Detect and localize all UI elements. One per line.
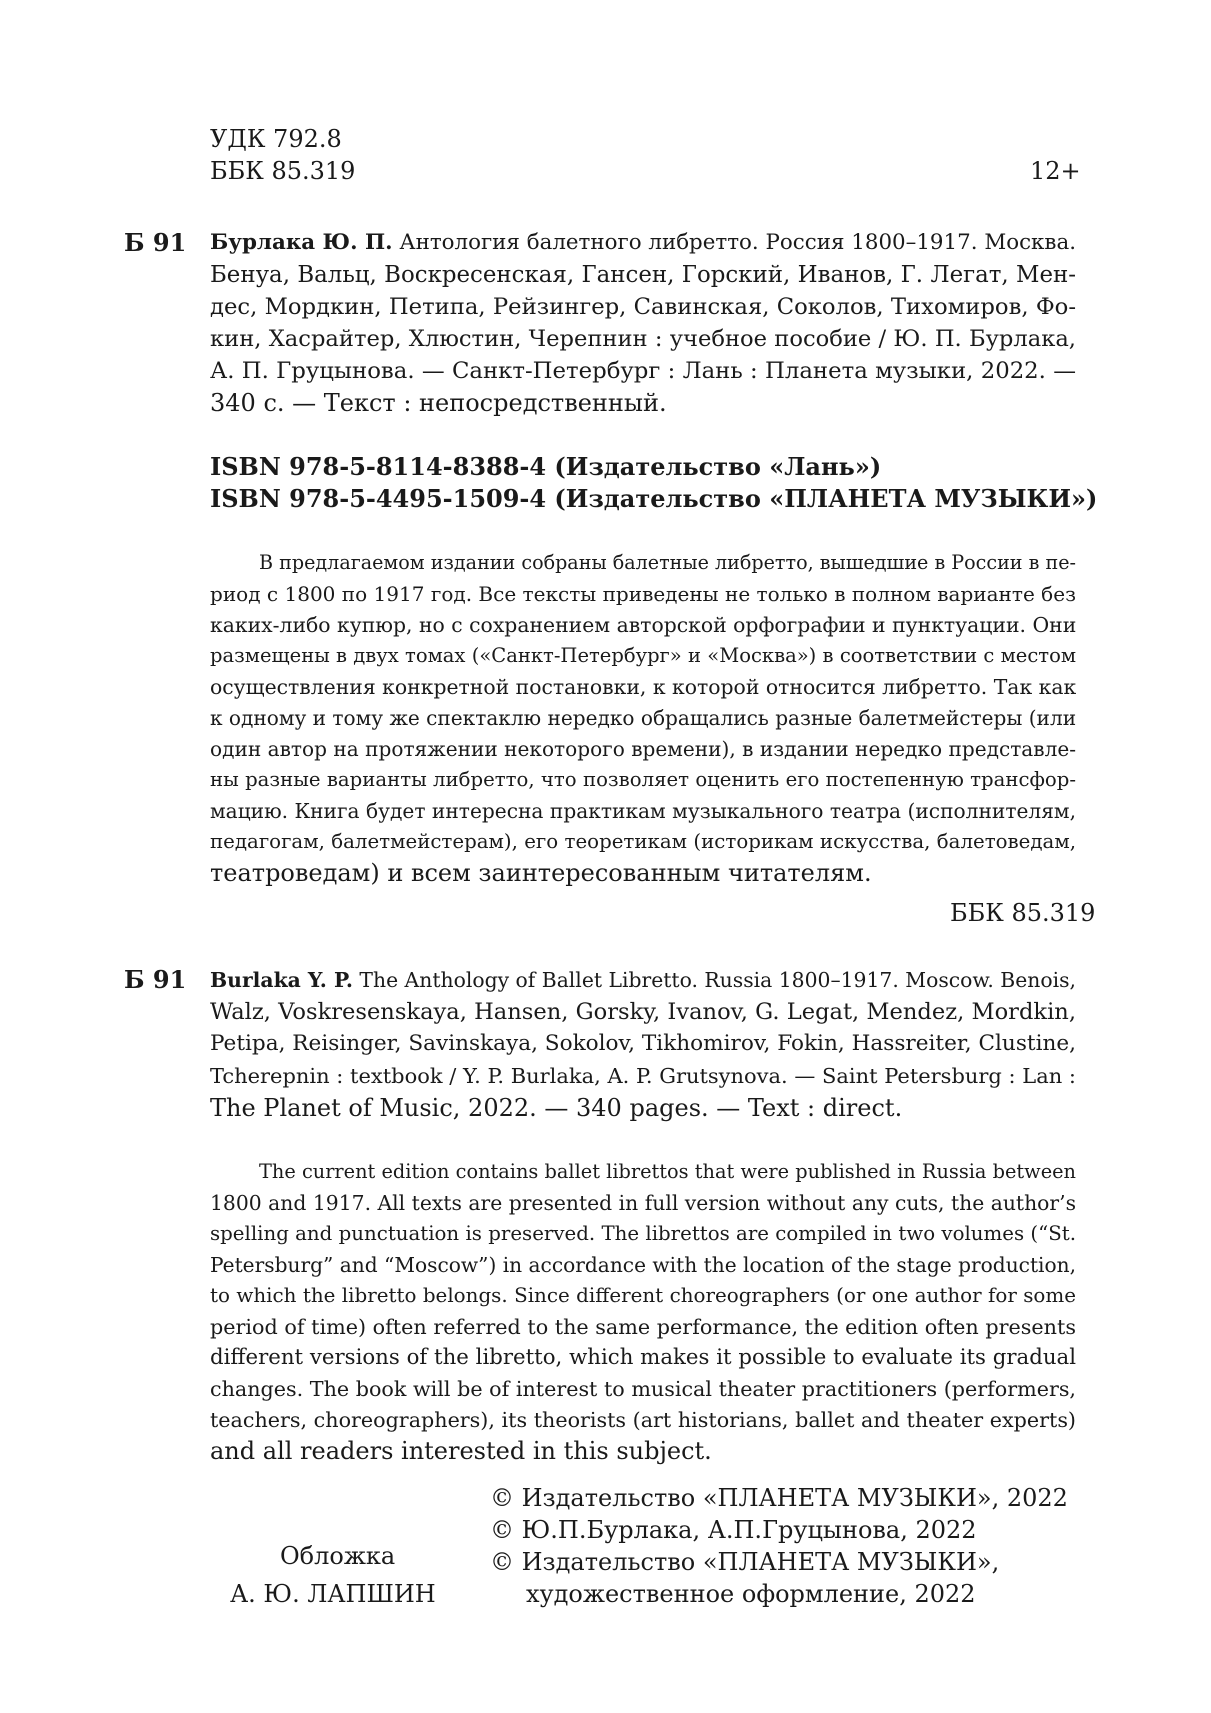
en-abstract-line-8: changes. The book will be of interest to musical theater practitioners (performers,: [210, 1377, 1076, 1401]
en-entry-line-1: Burlaka Y. P. The Anthology of Ballet Libretto. Russia 1800–1917. Moscow. Benois,: [210, 968, 1076, 992]
ru-abstract-line-5: осуществления конкретной постановки, к которой относится либретто. Так как: [210, 675, 1077, 699]
en-entry-line-5: The Planet of Music, 2022. — 340 pages. — Text : direct.: [210, 1094, 903, 1122]
en-abstract-line-10: and all readers interested in this subject.: [210, 1437, 712, 1465]
ru-entry-author: Бурлака Ю. П.: [210, 230, 393, 255]
ru-abstract-line-2: риод с 1800 по 1917 год. Все тексты приведены не только в полном варианте без: [210, 582, 1076, 606]
en-abstract-line-4: Petersburg” and “Moscow”) in accordance with the location of the stage production,: [210, 1253, 1077, 1277]
cover-label: Обложка: [280, 1542, 396, 1570]
cover-artist: А. Ю. ЛАПШИН: [230, 1580, 436, 1608]
ru-abstract-line-10: педагогам, балетмейстерам), его теоретикам (историкам искусства, балетоведам,: [210, 830, 1076, 853]
en-abstract-line-7: different versions of the libretto, which makes it possible to evaluate its gradual: [210, 1345, 1076, 1370]
ru-entry-line-6: 340 с. — Текст : непосредственный.: [210, 389, 667, 417]
ru-abstract-line-6: к одному и тому же спектаклю нередко обращались разные балетмейстеры (или: [210, 706, 1077, 730]
bbk-code: ББК 85.319: [210, 157, 356, 185]
udk-code: УДК 792.8: [210, 125, 342, 153]
en-entry-line-2: Walz, Voskresenskaya, Hansen, Gorsky, Ivanov, G. Legat, Mendez, Mordkin,: [210, 999, 1076, 1025]
isbn-planeta: ISBN 978-5-4495-1509-4 (Издательство «ПЛАНЕТА МУЗЫКИ»): [210, 484, 1098, 513]
ru-abstract-line-1: В предлагаемом издании собраны балетные либретто, вышедшие в России в пе-: [259, 551, 1076, 574]
copyright-line-1: © Издательство «ПЛАНЕТА МУЗЫКИ», 2022: [490, 1484, 1068, 1512]
en-entry-line-3: Petipa, Reisinger, Savinskaya, Sokolov, Tikhomirov, Fokin, Hassreiter, Clustine,: [210, 1031, 1076, 1056]
isbn-lan: ISBN 978-5-8114-8388-4 (Издательство «Лань»): [210, 452, 882, 481]
ru-abstract-bbk: ББК 85.319: [950, 899, 1096, 927]
age-rating: 12+: [1030, 157, 1081, 185]
copyright-line-4: художественное оформление, 2022: [526, 1580, 976, 1608]
en-catalog-index: Б 91: [124, 965, 187, 994]
ru-abstract-line-9: мацию. Книга будет интересна практикам музыкального театра (исполнителям,: [210, 799, 1076, 823]
copyright-line-2: © Ю.П.Бурлака, А.П.Груцынова, 2022: [490, 1516, 977, 1544]
en-abstract-line-2: 1800 and 1917. All texts are presented in full version without any cuts, the author’s: [210, 1191, 1076, 1215]
copyright-line-3: © Издательство «ПЛАНЕТА МУЗЫКИ»,: [490, 1548, 1000, 1576]
ru-catalog-index: Б 91: [124, 228, 187, 257]
en-abstract-line-6: period of time) often referred to the same performance, the edition often presents: [210, 1315, 1076, 1339]
ru-entry-line-2: Бенуа, Вальц, Воскресенская, Гансен, Горский, Иванов, Г. Легат, Мен-: [210, 262, 1076, 288]
en-abstract-line-5: to which the libretto belongs. Since different choreographers (or one author for some: [210, 1284, 1076, 1307]
en-abstract-line-3: spelling and punctuation is preserved. The librettos are compiled in two volumes (“St.: [210, 1222, 1076, 1245]
en-abstract-line-1: The current edition contains ballet librettos that were published in Russia between: [259, 1160, 1076, 1183]
ru-entry-line-1: Бурлака Ю. П. Антология балетного либретто. Россия 1800–1917. Москва.: [210, 230, 1076, 255]
ru-abstract-line-4: размещены в двух томах («Санкт-Петербург» и «Москва») в соответствии с местом: [210, 644, 1076, 667]
ru-abstract-line-3: каких-либо купюр, но с сохранением авторской орфографии и пунктуации. Они: [210, 613, 1077, 637]
ru-entry-line-3: дес, Мордкин, Петипа, Рейзингер, Савинская, Соколов, Тихомиров, Фо-: [210, 294, 1076, 320]
en-abstract-line-9: teachers, choreographers), its theorists (art historians, ballet and theater experts): [210, 1408, 1076, 1432]
ru-abstract-line-8: ны разные варианты либретто, что позволяет оценить его постепенную трансфор-: [210, 768, 1076, 791]
en-entry-line-4: Tcherepnin : textbook / Y. P. Burlaka, A. P. Grutsynova. — Saint Petersburg : Lan :: [210, 1064, 1076, 1088]
ru-entry-line-4: кин, Хасрайтер, Хлюстин, Черепнин : учебное пособие / Ю. П. Бурлака,: [210, 326, 1076, 352]
en-entry-author: Burlaka Y. P.: [210, 968, 353, 992]
ru-abstract-line-7: один автор на протяжении некоторого времени), в издании нередко представле-: [210, 737, 1076, 761]
ru-abstract-line-11: театроведам) и всем заинтересованным читателям.: [210, 859, 872, 887]
ru-entry-line-5: А. П. Груцынова. — Санкт-Петербург : Лань : Планета музыки, 2022. —: [210, 358, 1076, 384]
